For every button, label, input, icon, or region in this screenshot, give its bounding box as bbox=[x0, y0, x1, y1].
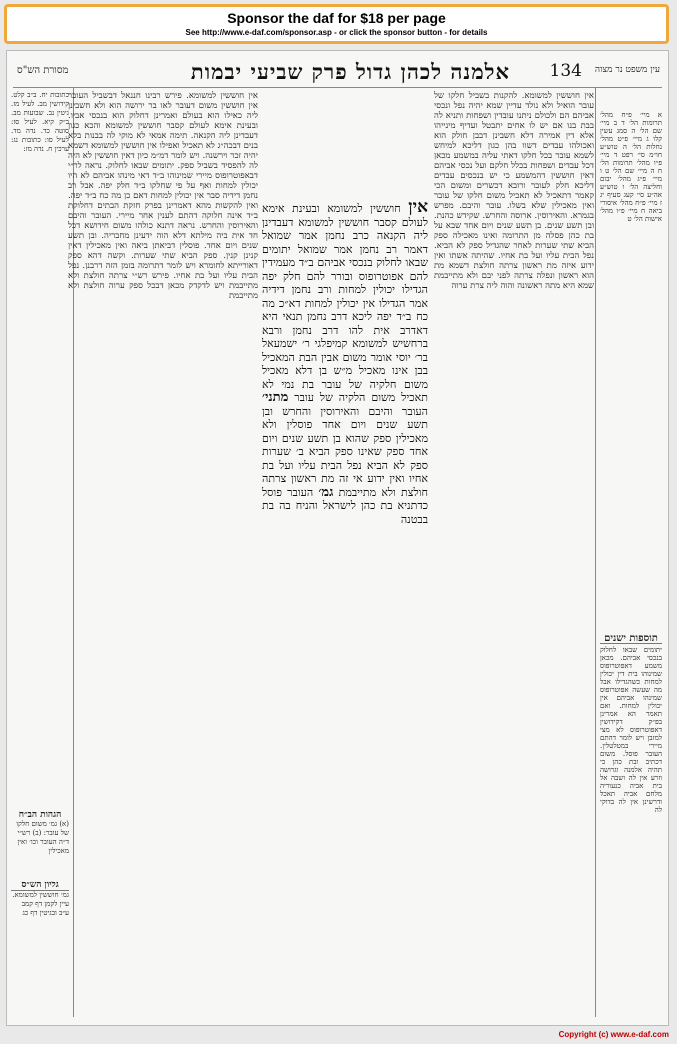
tosafos-text: אין חוששין למשומא. פירש רבינו חננאל דבשביל העובר אין חוששין משום דעובר לאו בר ירושה הוא ולא חשבינן ליה כאילו הוא בעולם ואמרינן דחלוק הוא בנכסי אביו. ובעינת אימא לעולם קסבר חוששין למשומא והכא כגון דעבדינן ליה הקנאה. תימה אמאי לא מוקי לה בבנות בלא בנים דבכה״ג לא תאכיל ואפילו אין חוששין למשומא דשמא יהיה זכר וירשנה. ויש לומר דמ״מ כיון דאין חוששין לא היה לה להפסיד בשביל ספק. יתומים שבאו לחלוק. נראה לר״י דבאפוטרופוס מיירי שמינוהו ב״ד דאי מינהו אביהם לא היו יכולין למחות ואף על פי שחלקו ב״ד חלק יפה. אבל רב נחמן דידיה סבר אין יכולין למחות דאם כן מה כח ב״ד יפה. ואין להקשות מהא דאמרינן בפרק חזקת הבתים דחלוקת ב״ד אינה חלוקה דהתם לענין אחר מיירי. העובר והיבם והאירוסין והחרש. נראה דתנא כולהו משום חידושא דכל חד אית ביה מילתא דלא הוה ידעינן מחבריה. ובן תשע שנים ויום אחד. פוסלין דביאתן ביאה ואין מאכילין דאין קנינן קנין. ספק הביא שתי שערות. וקשה דהא ספק דאורייתא לחומרא ויש לומר דתרומה בזמן הזה דרבנן. נפל הבית עליו ועל בת אחיו. פירש רש״י צרתה חולצת ולא מתייבמת ויש לדקדק מכאן דבכל ספק ערוה חולצת ולא מתייבמת bbox=[68, 91, 258, 301]
sponsor-banner[interactable] bbox=[4, 4, 669, 44]
gemara-text-block bbox=[262, 201, 428, 671]
hagahos-habach-title: הגהות הב״ח bbox=[18, 810, 62, 820]
gemara-label: גמ׳ bbox=[318, 484, 334, 500]
hagahos-habach-text: (א) גמ׳ משום חלקו של עובר: (ב) רש״י ד״ה העובר וכו׳ ואין מאכילין bbox=[16, 820, 69, 855]
gemara-continuation-text: העובר פוסל כדתניא בת כהן לישראל והניח בה בת בבטנה bbox=[262, 485, 428, 526]
gilyon-hashas-box bbox=[11, 881, 69, 1011]
gemara-text: חוששין למשומא ובעינת אימא לעולם קסבר חוששין למשומא דעבדינן ליה הקנאה כרב נחמן אמר שמואל דאמר רב נחמן אמר שמואל יתומים שבאו לחלוק בנכסי אביהם ב״ד מעמידין להם אפוטרופוס ובורר להם חלק יפה הגדילו יכולין למחות ורב נחמן דידיה אמר הגדילו אין יכולין למחות דא״כ מה כח ב״ד יפה ליכא דרב נחמן תנאי היא דאדרב אית להו דרב נחמן ורבא ברחשיש למשומא קמיפלגי ר׳ ישמעאל בר׳ יוסי אומר משום אבין הבת המאכיל בבן אינו מאכיל מ״ש בן דלא מאכיל משום חלקיה של עובר בת נמי לא תאכיל משום הלקיה של עובר bbox=[262, 202, 428, 404]
column-divider bbox=[595, 87, 596, 1017]
masores-hashas-heading: מסורת הש"ס bbox=[17, 65, 69, 76]
tosafos-yeshanim-text: יתומים שבאו לחלוק בנכסי אביהם. מכאן משמע דאפוטרופוס שמינוהו בית דין יכולין למחות כשהגדילו אבל מה שעשה אפוטרופוס שמינהו אביהם אין יכולין למחות. ואם תאמר הא אמרינן בפ״ק דקידושין דאפוטרופוס לא מצי למזבן ויש לומר דהתם מיירי במטלטלין. העובר פוסל. משום דכתיב ובת כהן כי תהיה אלמנה וגרושה וזרע אין לה ושבה אל בית אביה כנעוריה מלחם אביה תאכל ודרשינן אין לה בדוקי לה bbox=[600, 646, 662, 814]
page-number: 134 bbox=[549, 61, 582, 81]
rashi-text: אין חוששין למשומא. להקנות בשביל חלקו של עובר הואיל ולא נולד עדיין שמא יהיה נפל ונכסי אביהם הם ולכולם ניתנו עובדין ושפחות ותניא לה בבת בנו אם יש לו אחים יתבטל ועדיף מינייהו אלא דין אמירה דלא חשבינן דבבן חולק הוא ואכולהו עבדים דשוו בהן כגון דליכא למיחש לשמא עובר בכל חלקו דאתי עליה במשמע מכאן דכל עבדים ושפחות בכלל חלקם ועל נכסי אביהם דאין חוששין דהמשמע כי יש בנכסים עבדים דליכא חלק לעובר ורובא דכשרים ומשום הכי קאמר דתאכיל לא תאכיל משום חלקו של עובר ואין מאכילין שלא בשלו. עובר והיבם. מפרש בגמרא. והאירוסין. ארוסה והחרש. שקידש כהנת. ובן תשע שנים. בן תשע שנים ויום אחד שבא על בת כהן פסלה מן התרומה ואינו מאכילה ספק הביא שתי שערות לאחר שהגדיל ספק לא הביא. נפל הבית עליו ועל בת אחיו. שהיתה אשתו ואין ידוע איזה מת ראשון צרתה חולצת דשמא מת הוא ראשון ונפלה צרתה לפני יבם ולא מתייבמת שמא היא מתה ראשונה והוה ליה צרת ערוה bbox=[434, 91, 594, 291]
gemara-opening-word: אין bbox=[408, 201, 428, 217]
sponsor-banner-title[interactable]: Sponsor the daf for $18 per page bbox=[227, 10, 446, 26]
tosafos-yeshanim-title: תוספות ישנים bbox=[600, 635, 662, 644]
tosafos-yeshanim-box bbox=[600, 635, 662, 965]
gilyon-hashas-title: גליון הש״ס bbox=[11, 881, 69, 891]
sponsor-banner-subtitle[interactable]: See http://www.e-daf.com/sponsor.asp - or click the sponsor button - for details bbox=[185, 28, 488, 37]
talmud-page bbox=[6, 50, 669, 1026]
hagahos-habach-box bbox=[11, 811, 69, 856]
page-title: אלמנה לכהן גדול פרק שביעי יבמות bbox=[190, 59, 510, 84]
tosafos-column bbox=[68, 91, 258, 1021]
mishnah-label: מתני׳ bbox=[262, 390, 289, 405]
rashi-column bbox=[434, 91, 594, 1021]
gilyon-hashas-text: גמ׳ חוששין למשומא. עיין לקמן דף קמב ע״ב ובגיטין דף כג bbox=[12, 891, 69, 917]
copyright-link[interactable]: Copyright (c) www.e-daf.com bbox=[558, 1030, 669, 1039]
mishnah-text: העובר והיבם והאירוסין והחרש ובן תשע שנים ויום אחד פוסלין ולא מאכילין ספק שהוא בן תשע שנים ויום אחד ספק שאינו ספק הביא ב׳ שערות ספק לא הביא נפל הבית עליו ועל בת אחיו ואין ידוע אי זה מת ראשון צרתה חולצת ולא מתייבמת bbox=[262, 404, 428, 499]
ein-mishpat-heading: עין משפט נר מצוה bbox=[594, 65, 660, 75]
ein-mishpat-text: א מיי׳ פ״ח מהל׳ תרומות הל׳ ד ב מיי׳ שם הל׳ ה סמג עשין קלו ג מיי׳ פ״ט מהל׳ נחלות הל׳ ה טוש״ע חו״מ סי׳ רפט ד מיי׳ פ״ו מהל׳ תרומות הל׳ ח ה מיי׳ שם הל׳ ט ו מיי׳ פ״ג מהל׳ יבום וחליצה הל׳ ו טוש״ע אה״ע סי׳ קעג סעיף יג ז מיי׳ פ״ח מהל׳ איסורי ביאה ח מיי׳ פ״ו מהל׳ אישות הל׳ ט bbox=[600, 111, 662, 223]
ein-mishpat-column bbox=[600, 111, 662, 631]
header-rule bbox=[13, 87, 662, 88]
masores-hashas-text: כתובות יח. ב״ב קלט. קידושין מב. לעיל מז. גיטין נב. שבועות מב. ב״ק קיא. לעיל סז: סוטה כד. נדה מד. לעיל סו: כתובות נג: ערכין ח. נדה מז: bbox=[11, 91, 69, 153]
page-header bbox=[7, 57, 668, 87]
